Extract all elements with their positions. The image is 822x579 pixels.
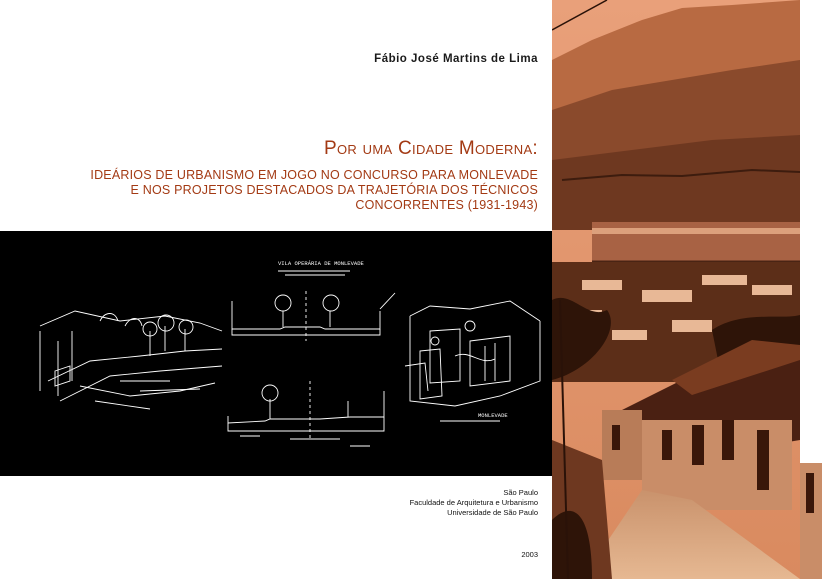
author-name: Fábio José Martins de Lima [374, 53, 538, 65]
main-title: Por uma Cidade Moderna: [324, 138, 538, 159]
publisher-city: São Paulo [503, 488, 538, 497]
subtitle [90, 168, 538, 213]
architectural-sketches [0, 231, 552, 476]
subtitle-line: E NOS PROJETOS DESTACADOS DA TRAJETÓRIA DOS TÉCNICOS [130, 183, 538, 197]
publisher-faculty: Faculdade de Arquitetura e Urbanismo [409, 498, 538, 507]
publisher-block [410, 488, 538, 518]
facade-perspective-sketch [405, 301, 540, 421]
street-section-sketch-lower [228, 381, 384, 446]
title-block [90, 138, 538, 213]
subtitle-line: IDEÁRIOS DE URBANISMO EM JOGO NO CONCURSO PARA MONLEVADE [90, 168, 538, 182]
town-photograph [552, 0, 800, 579]
publication-year: 2003 [521, 550, 538, 559]
publisher-university: Universidade de São Paulo [447, 508, 538, 517]
subtitle-line: CONCORRENTES (1931-1943) [355, 198, 538, 212]
sketch-corner-label: MONLEVADE [478, 412, 508, 419]
sketch-header-text: VILA OPERÁRIA DE MONLEVADE [278, 260, 364, 267]
street-perspective-sketch [40, 311, 222, 409]
photo-edge-strip [800, 0, 822, 579]
street-section-sketch-upper [232, 291, 395, 341]
